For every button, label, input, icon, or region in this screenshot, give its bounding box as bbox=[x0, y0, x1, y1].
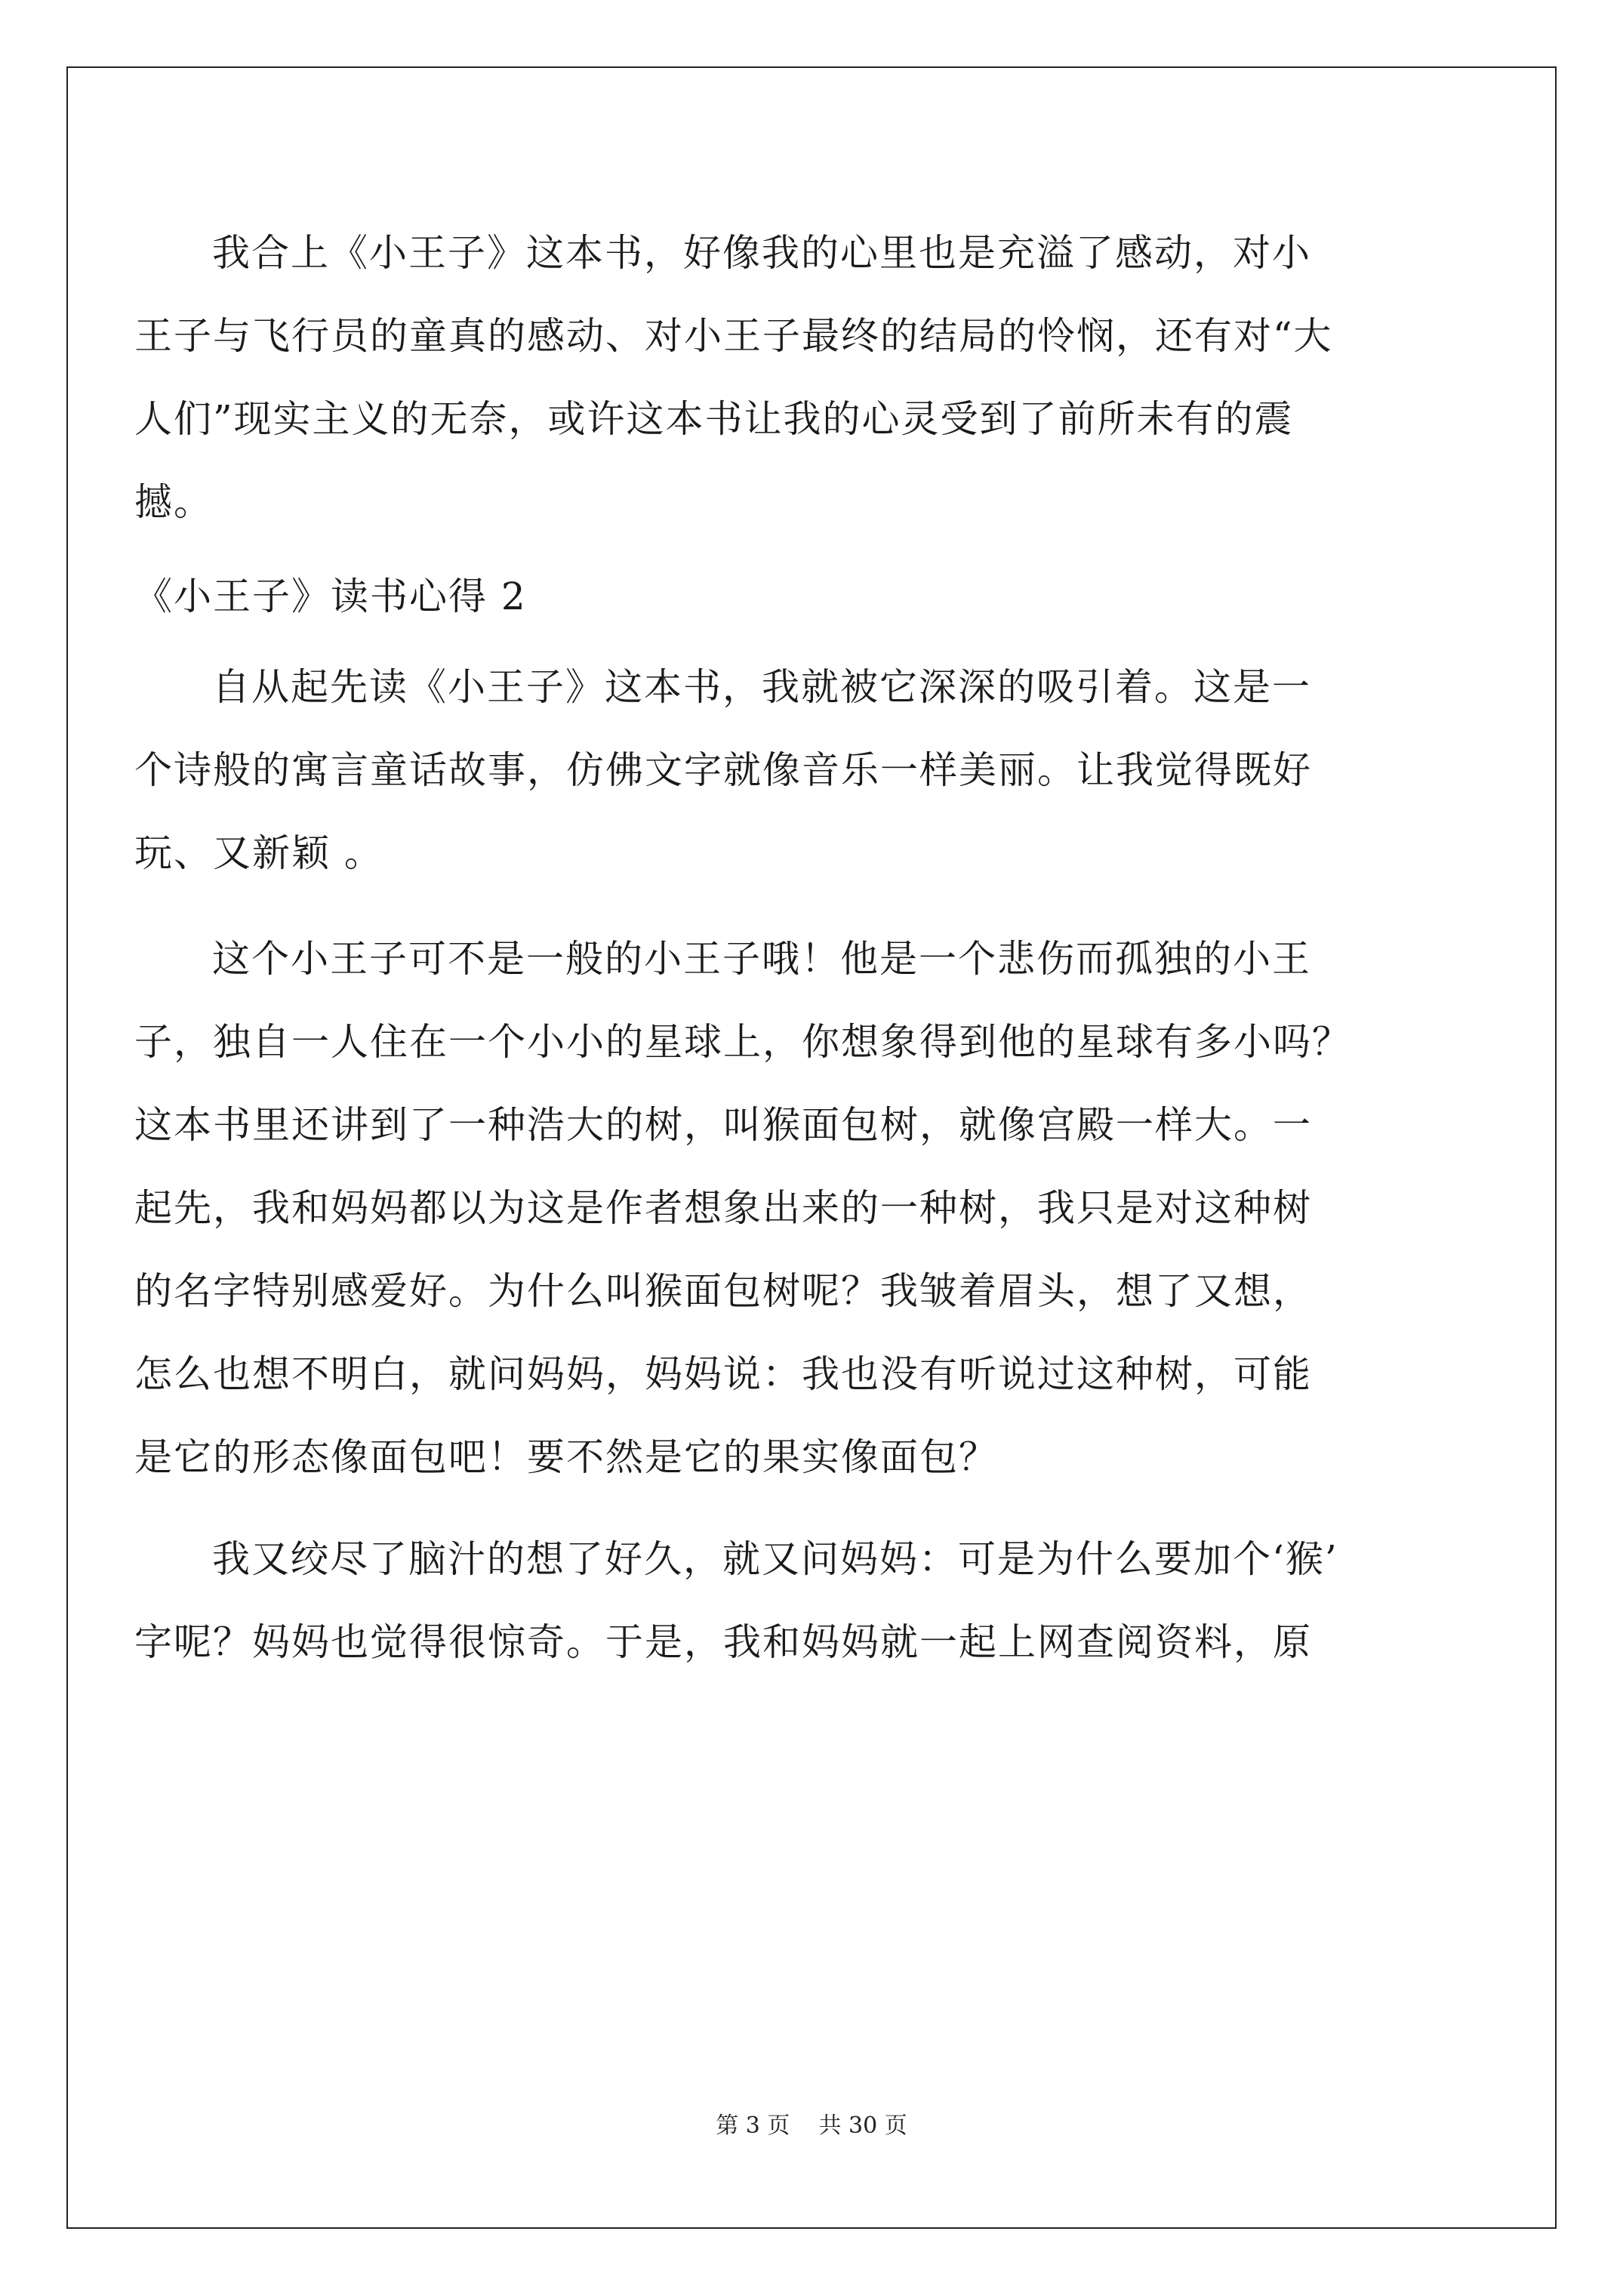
section-heading: 《小王子》读书心得 2 bbox=[134, 575, 527, 618]
paragraph-line: 字呢？妈妈也觉得很惊奇。于是，我和妈妈就一起上网查阅资料，原 bbox=[134, 1620, 1312, 1664]
paragraph-line: 子，独自一人住在一个小小的星球上，你想象得到他的星球有多小吗？ bbox=[134, 1020, 1351, 1064]
page-number-footer: 第 3 页 共 30 页 bbox=[716, 2113, 907, 2139]
paragraph-line: 玩、又新颖 。 bbox=[134, 831, 383, 875]
paragraph-line: 这个小王子可不是一般的小王子哦！他是一个悲伤而孤独的小王 bbox=[212, 937, 1311, 981]
paragraph-line: 起先，我和妈妈都以为这是作者想象出来的一种树，我只是对这种树 bbox=[134, 1186, 1312, 1230]
paragraph-line: 是它的形态像面包吧！要不然是它的果实像面包？ bbox=[134, 1435, 998, 1479]
paragraph-line: 我又绞尽了脑汁的想了好久，就又问妈妈：可是为什么要加个‘猴’ bbox=[212, 1537, 1338, 1581]
paragraph-line: 怎么也想不明白，就问妈妈，妈妈说：我也没有听说过这种树，可能 bbox=[134, 1352, 1312, 1396]
paragraph-line: 王子与飞行员的童真的感动、对小王子最终的结局的怜悯，还有对“大 bbox=[134, 314, 1333, 358]
paragraph-line: 撼。 bbox=[134, 480, 213, 524]
paragraph-line: 这本书里还讲到了一种浩大的树，叫猴面包树，就像宫殿一样大。一 bbox=[134, 1103, 1312, 1147]
paragraph-line: 我合上《小王子》这本书，好像我的心里也是充溢了感动，对小 bbox=[212, 231, 1311, 275]
paragraph-line: 的名字特别感爱好。为什么叫猴面包树呢？我皱着眉头，想了又想， bbox=[134, 1269, 1312, 1313]
paragraph-line: 人们”现实主义的无奈，或许这本书让我的心灵受到了前所未有的震 bbox=[134, 397, 1294, 441]
paragraph-line: 个诗般的寓言童话故事，仿佛文字就像音乐一样美丽。让我觉得既好 bbox=[134, 748, 1312, 792]
paragraph-line: 自从起先读《小王子》这本书，我就被它深深的吸引着。这是一 bbox=[212, 665, 1311, 709]
